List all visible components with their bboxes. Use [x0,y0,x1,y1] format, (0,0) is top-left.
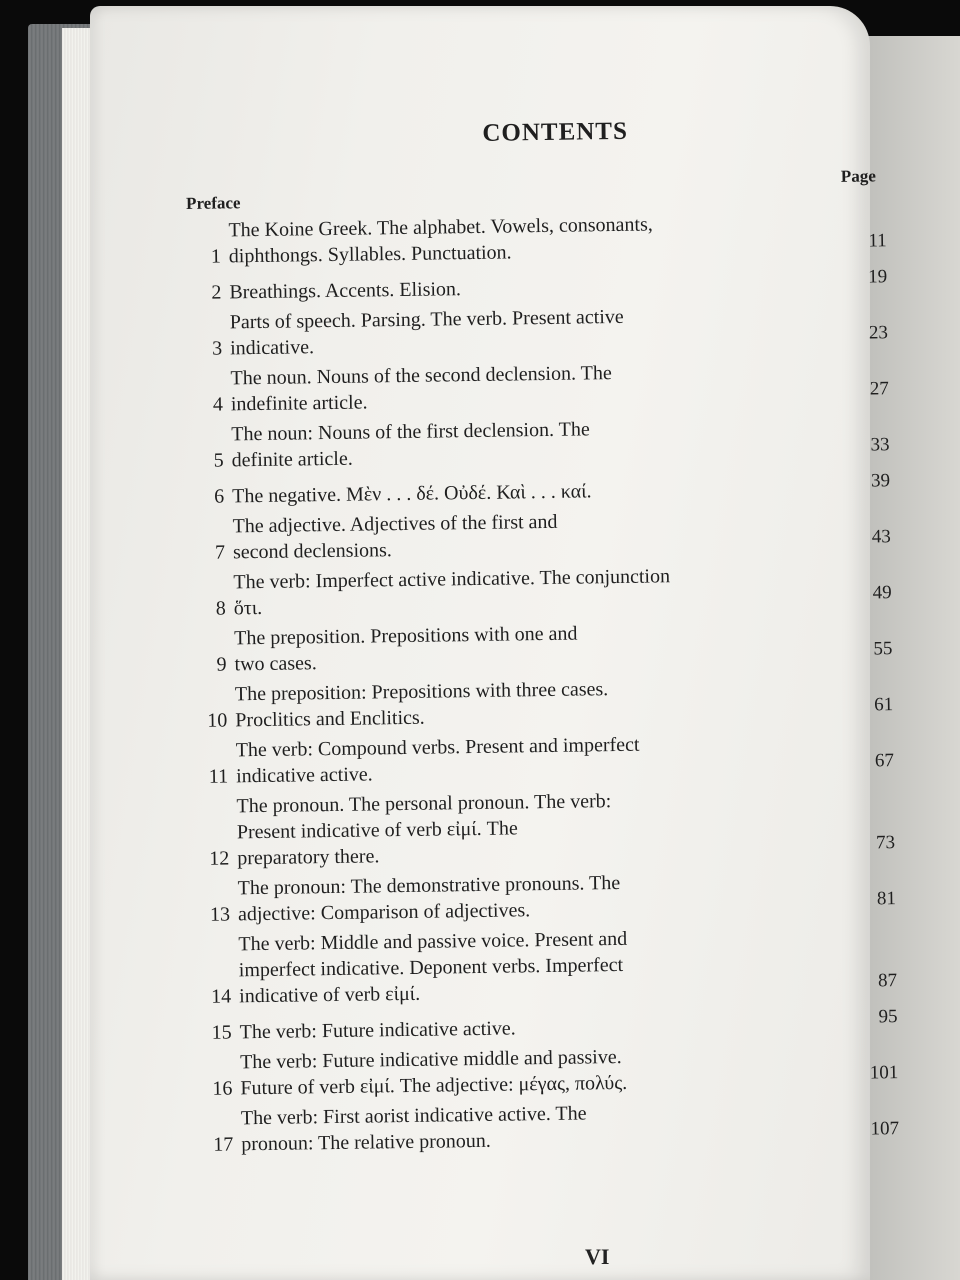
entry-text [240,1011,838,1045]
entry-text [236,785,835,871]
entry-text [236,729,835,789]
entry-page-number: 33 [870,434,890,456]
entry-text-line: indefinite article. [230,391,368,416]
contents-entry [196,922,897,1010]
entry-text [230,357,829,417]
entry-number: 1 [210,245,222,268]
contents-entry [197,1004,897,1046]
entry-number: 7 [214,541,226,564]
entry-text-line: Breathings. Accents. Elision. [229,278,462,304]
contents-entry [192,616,893,678]
entry-page-number: 61 [874,694,894,716]
contents-entry [194,784,895,872]
entry-text [229,271,827,305]
entry-text-line: diphthongs. Syllables. Punctuation. [228,241,512,268]
contents-entry [188,356,889,418]
entry-page-number: 95 [878,1006,898,1028]
entry-text-line: second declensions. [232,539,392,564]
entry-text-line: two cases. [234,652,317,676]
contents-entry [188,300,889,362]
entry-number: 9 [216,653,227,676]
entry-text [234,617,833,677]
entry-text-line: adjective: Comparison of adjectives. [237,899,531,926]
entry-text [235,673,834,733]
entry-number: 16 [212,1077,233,1100]
entry-text-line: imperfect indicative. Deponent verbs. Imperfect [238,953,624,982]
entry-number: 15 [211,1021,232,1044]
contents-entry [186,208,887,270]
entry-text-line: Parts of speech. Parsing. The verb. Present active [229,305,624,334]
book-page [90,6,900,1280]
entry-text-line: The preposition: Prepositions with three cases. [234,678,609,706]
contents-entry [198,1040,899,1102]
entry-number: 12 [209,847,230,870]
entry-text [232,505,831,565]
entry-text-line: The verb: Future indicative active. [239,1017,516,1044]
contents-entry [199,1096,900,1158]
entry-text-line: Future of verb εἰμί. The adjective: μέγας, πολύς. [240,1071,628,1100]
entry-text-line: ὅτι. [233,596,263,620]
entry-page-number: 107 [870,1118,900,1140]
entry-text-line: definite article. [231,447,353,472]
entry-text-line: Present indicative of verb εἰμί. The [236,817,518,844]
entry-number: 2 [211,281,222,304]
entry-text-line: The Koine Greek. The alphabet. Vowels, consonants, [228,213,653,242]
entry-number: 17 [213,1133,234,1156]
entry-page-number: 67 [874,750,895,772]
entry-number: 8 [215,597,226,620]
entry-number: 14 [211,985,232,1008]
entry-page-number: 49 [872,582,892,604]
entry-number: 10 [207,709,228,732]
entry-text-line: The verb: Compound verbs. Present and imperfect [235,733,640,762]
contents-entry [194,728,895,790]
contents-list [186,208,899,1158]
entry-text [237,867,836,927]
entry-number: 6 [214,485,225,508]
entry-page-number: 101 [869,1062,899,1084]
entry-page-number: 87 [877,970,898,992]
contents-entry [190,468,890,510]
entry-text-line: The verb: First aorist indicative active. The [240,1102,587,1130]
entry-page-number: 73 [875,832,896,854]
page-column-label: Page [840,166,876,186]
contents-block [185,114,899,1158]
entry-text-line: The pronoun: The demonstrative pronouns. The [237,871,621,900]
entry-page-number: 19 [868,266,888,288]
preface-label: Preface [185,193,241,213]
entry-page-number: 23 [868,322,889,344]
page-title: CONTENTS [482,117,629,147]
entry-text-line: The verb: Middle and passive voice. Present and [238,927,628,956]
entry-text-line: The verb: Imperfect active indicative. The conjunction [233,565,671,594]
entry-text-line: The preposition. Prepositions with one and [234,622,578,650]
entry-text [231,413,830,473]
entry-text-line: indicative of verb εἰμί. [239,982,421,1008]
entry-page-number: 81 [876,888,897,910]
entry-number: 11 [208,765,229,788]
entry-text-line: The verb: Future indicative middle and passive. [239,1045,622,1074]
entry-text [228,209,827,269]
entry-text [240,1041,839,1101]
contents-header-row [186,166,886,214]
entry-text [230,301,829,361]
entry-text-line: The pronoun. The personal pronoun. The verb: [236,790,612,818]
entry-text-line: The noun. Nouns of the second declension. The [230,362,612,390]
contents-entry [191,560,892,622]
contents-entry [187,264,887,306]
contents-entry [193,672,894,734]
entry-number: 4 [212,393,224,416]
entry-text-line: preparatory there. [237,845,380,870]
entry-text-line: indicative. [229,336,315,360]
entry-text-line: The adjective. Adjectives of the first and [232,510,558,538]
entry-page-number: 55 [873,638,893,660]
entry-text [232,475,830,509]
entry-text [233,561,832,621]
entry-number: 3 [211,337,223,360]
entry-text-line: The noun: Nouns of the first declension. The [231,418,590,446]
entry-text [241,1097,840,1157]
entry-text-line: pronoun: The relative pronoun. [241,1129,491,1156]
entry-page-number: 43 [871,526,891,548]
entry-text-line: indicative active. [235,763,373,788]
contents-entry [190,504,891,566]
contents-entry [189,412,890,474]
entry-text-line: The negative. Μὲν . . . δέ. Οὐδέ. Καὶ . . . καί. [232,480,592,508]
page-folio: VI [585,1244,610,1269]
entry-text [238,923,837,1009]
contents-entry [195,866,896,928]
entry-number: 13 [209,903,231,926]
entry-text-line: Proclitics and Enclitics. [235,706,425,732]
entry-page-number: 11 [868,230,887,252]
entry-page-number: 39 [870,470,891,492]
entry-number: 5 [213,449,224,472]
entry-page-number: 27 [869,378,889,400]
